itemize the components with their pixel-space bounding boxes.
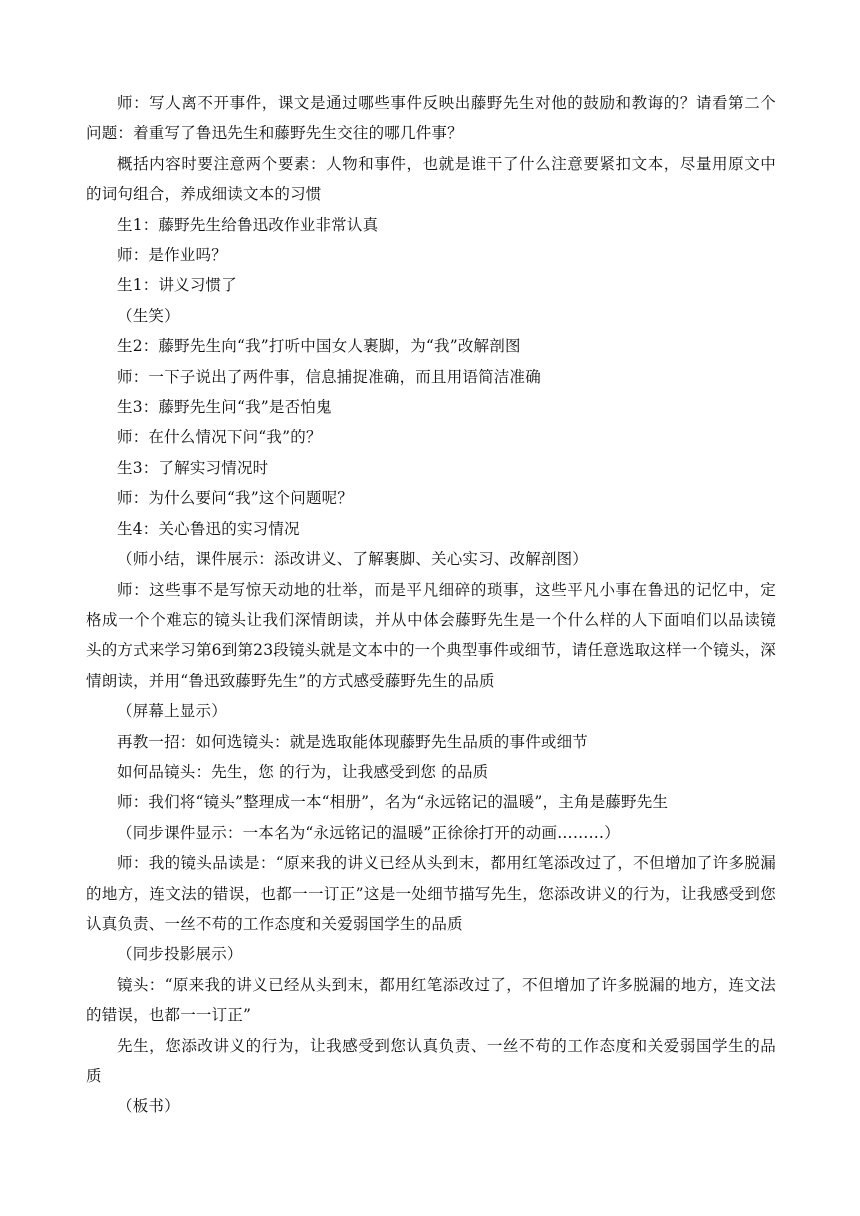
paragraph: 师：是作业吗？ [117,246,227,265]
paragraph: 生4：关心鲁迅的实习情况 [117,519,300,538]
paragraph: 生1：藤野先生给鲁迅改作业非常认真 [117,215,379,234]
paragraph: 生3：藤野先生问“我”是否怕鬼 [117,398,332,417]
paragraph: 如何品镜头：先生，您 的行为，让我感受到您 的品质 [117,762,489,781]
paragraph: 镜头：“原来我的讲义已经从头到末，都用红笔添改过了，不但增加了许多脱漏的地方，连文法的错误，也都一一订正” [86,975,776,1025]
paragraph: （生笑） [117,306,180,325]
paragraph: 先生，您添改讲义的行为，让我感受到您认真负责、一丝不苟的工作态度和关爱弱国学生的品质 [86,1036,776,1085]
document-body [86,88,776,1122]
paragraph: 师：我们将“镜头”整理成一本“相册”，名为“永远铭记的温暖”，主角是藤野先生 [117,793,669,812]
paragraph: 师：为什么要问“我”这个问题呢？ [117,489,354,508]
paragraph: 再教一招：如何选镜头：就是选取能体现藤野先生品质的事件或细节 [117,732,589,751]
paragraph: （板书） [117,1097,180,1116]
paragraph: 师：在什么情况下问“我”的？ [117,428,322,447]
paragraph: 师：这些事不是写惊天动地的壮举，而是平凡细碎的琐事，这些平凡小事在鲁迅的记忆中，定格成一个个难忘的镜头让我们深情朗读，并从中体会藤野先生是一个什么样的人下面咱们以品读镜头的方式来学习第6到第23段镜头就是文本中的一个典型事件或细节，请任意选取这样一个镜头，深情朗读，并用“鲁迅致藤野先生”的方式感受藤野先生的品质 [86,580,776,690]
paragraph: 师：写人离不开事件，课文是通过哪些事件反映出藤野先生对他的鼓励和教诲的？请看第二个问题：着重写了鲁迅先生和藤野先生交往的哪几件事？ [86,94,776,143]
paragraph: 生2：藤野先生向“我”打听中国女人裹脚，为“我”改解剖图 [117,337,521,356]
paragraph: 师：一下子说出了两件事，信息捕捉准确，而且用语简洁准确 [117,367,541,386]
paragraph: （师小结，课件展示：添改讲义、了解裹脚、关心实习、改解剖图） [117,550,589,569]
paragraph: 概括内容时要注意两个要素：人物和事件，也就是谁干了什么注意要紧扣文本，尽量用原文中的词句组合，养成细读文本的习惯 [86,154,776,204]
paragraph: 生1：讲义习惯了 [117,276,237,295]
paragraph: （屏幕上显示） [117,702,227,721]
paragraph: 师：我的镜头品读是：“原来我的讲义已经从头到末，都用红笔添改过了，不但增加了许多脱漏的地方，连文法的错误，也都一一订正”这是一处细节描写先生，您添改讲义的行为，让我感受到您认真负责、一丝不苟的工作态度和关爱弱国学生的品质 [86,854,776,933]
paragraph: （同步课件显示：一本名为“永远铭记的温暖”正徐徐打开的动画………） [117,823,620,842]
paragraph: 生3：了解实习情况时 [117,458,269,477]
paragraph: （同步投影展示） [117,945,243,964]
